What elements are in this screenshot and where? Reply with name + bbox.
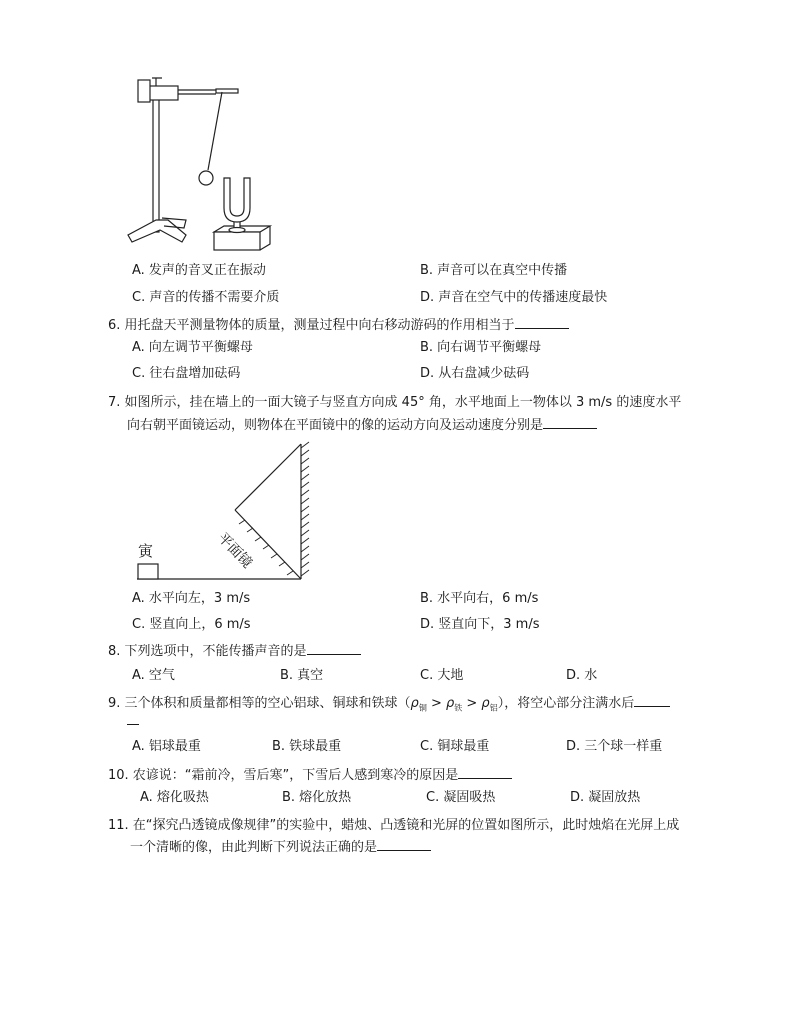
question-7-stem-line2 bbox=[127, 414, 597, 433]
q10-option-a[interactable]: A. 熔化吸热 bbox=[140, 790, 209, 805]
answer-blank[interactable] bbox=[307, 642, 361, 655]
rho-subscript-aluminum: 铝 bbox=[489, 703, 498, 713]
q8-option-b[interactable]: B. 真空 bbox=[280, 668, 324, 683]
question-9-text-pre: 9. 三个体积和质量都相等的空心铝球、铜球和铁球（ bbox=[108, 696, 411, 711]
q9-option-a[interactable]: A. 铝球最重 bbox=[132, 739, 201, 754]
question-6-text: 6. 用托盘天平测量物体的质量，测量过程中向右移动游码的作用相当于 bbox=[108, 318, 515, 333]
q9-option-b[interactable]: B. 铁球最重 bbox=[272, 739, 342, 754]
rho-symbol: ρ bbox=[481, 696, 490, 711]
question-11-stem-line2 bbox=[130, 836, 431, 855]
q6-option-b[interactable]: B. 向右调节平衡螺母 bbox=[420, 340, 542, 355]
rho-symbol: ρ bbox=[445, 696, 455, 711]
q7-option-b[interactable]: B. 水平向右，6 m/s bbox=[420, 591, 539, 606]
answer-blank[interactable] bbox=[377, 838, 431, 851]
q5-option-a[interactable]: A. 发声的音叉正在振动 bbox=[132, 263, 266, 278]
rho-subscript-iron: 铁 bbox=[454, 703, 463, 713]
q5-option-c[interactable]: C. 声音的传播不需要介质 bbox=[132, 290, 280, 305]
question-9-stem bbox=[108, 692, 670, 714]
greater-than: > bbox=[462, 696, 482, 711]
q10-option-b[interactable]: B. 熔化放热 bbox=[282, 790, 352, 805]
rho-subscript-copper: 铜 bbox=[418, 703, 427, 713]
q5-option-b[interactable]: B. 声音可以在真空中传播 bbox=[420, 263, 568, 278]
greater-than: > bbox=[426, 696, 446, 711]
question-11-text: 一个清晰的像，由此判断下列说法正确的是 bbox=[130, 840, 378, 855]
plane-mirror-figure bbox=[125, 440, 325, 585]
question-6-stem bbox=[108, 314, 569, 333]
question-8-text: 8. 下列选项中，不能传播声音的是 bbox=[108, 644, 307, 659]
mirror-label: 平面镜 bbox=[214, 530, 256, 572]
object-label: 寅 bbox=[138, 542, 154, 560]
q6-option-c[interactable]: C. 往右盘增加砝码 bbox=[132, 366, 241, 381]
q7-option-a[interactable]: A. 水平向左，3 m/s bbox=[132, 591, 251, 606]
q8-option-c[interactable]: C. 大地 bbox=[420, 668, 464, 683]
q6-option-d[interactable]: D. 从右盘减少砝码 bbox=[420, 366, 530, 381]
question-8-stem bbox=[108, 640, 361, 659]
question-10-text: 10. 农谚说：“霜前冷，雪后寒”，下雪后人感到寒冷的原因是 bbox=[108, 768, 459, 783]
tuning-fork-pendulum-figure bbox=[120, 70, 280, 255]
q7-option-d[interactable]: D. 竖直向下，3 m/s bbox=[420, 617, 540, 632]
q8-option-a[interactable]: A. 空气 bbox=[132, 668, 175, 683]
question-11-stem-line1: 11. 在“探究凸透镜成像规律”的实验中，蜡烛、凸透镜和光屏的位置如图所示，此时烛焰在光屏上成 bbox=[108, 818, 680, 833]
question-7-stem-line1: 7. 如图所示，挂在墙上的一面大镜子与竖直方向成 45° 角，水平地面上一物体以 3 m/s 的速度水平 bbox=[108, 395, 682, 410]
q9-option-c[interactable]: C. 铜球最重 bbox=[420, 739, 490, 754]
q7-option-c[interactable]: C. 竖直向上，6 m/s bbox=[132, 617, 251, 632]
q6-option-a[interactable]: A. 向左调节平衡螺母 bbox=[132, 340, 253, 355]
q5-option-d[interactable]: D. 声音在空气中的传播速度最快 bbox=[420, 290, 608, 305]
q8-option-d[interactable]: D. 水 bbox=[566, 668, 598, 683]
question-7-text: 向右朝平面镜运动，则物体在平面镜中的像的运动方向及运动速度分别是 bbox=[127, 418, 544, 433]
answer-blank-continued[interactable] bbox=[127, 712, 139, 729]
question-9-text-post: ），将空心部分注满水后 bbox=[497, 696, 635, 711]
answer-blank[interactable] bbox=[515, 316, 569, 329]
rho-symbol: ρ bbox=[410, 696, 419, 711]
answer-blank[interactable] bbox=[634, 694, 670, 707]
q10-option-d[interactable]: D. 凝固放热 bbox=[570, 790, 641, 805]
q10-option-c[interactable]: C. 凝固吸热 bbox=[426, 790, 496, 805]
q9-option-d[interactable]: D. 三个球一样重 bbox=[566, 739, 663, 754]
answer-blank[interactable] bbox=[543, 416, 597, 429]
question-10-stem bbox=[108, 764, 512, 783]
answer-blank[interactable] bbox=[458, 766, 512, 779]
